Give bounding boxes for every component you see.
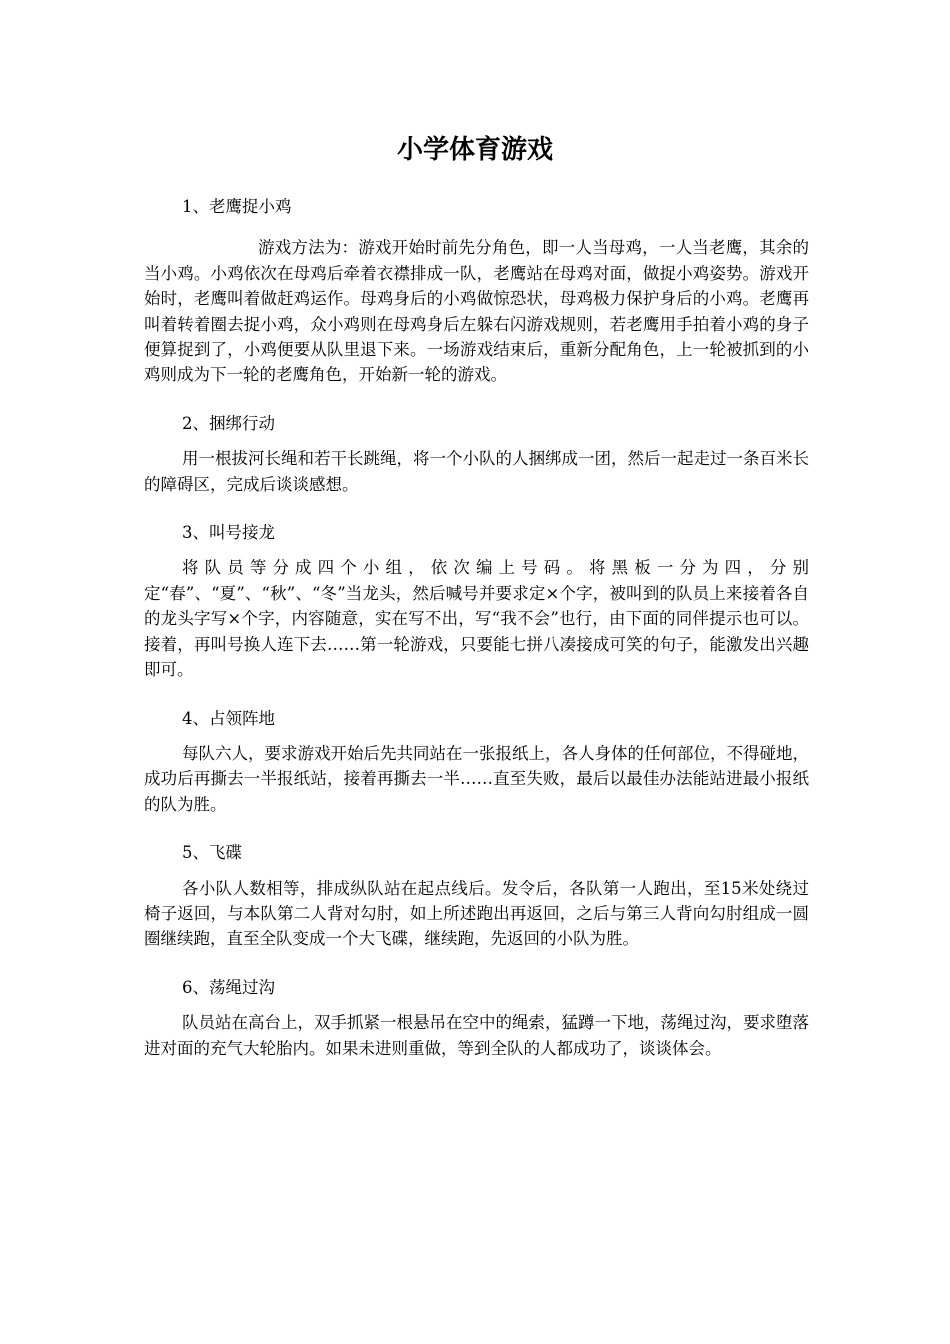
section-paragraph: 游戏方法为：游戏开始时前先分角色，即一人当母鸡，一人当老鹰，其余的当小鸡。小鸡依次在母鸡后牵着衣襟排成一队，老鹰站在母鸡对面，做捉小鸡姿势。游戏开始时，老鹰叫着做赶鸡运作。母鸡身后的小鸡做惊恐状，母鸡极力保护身后的小鸡。老鹰再叫着转着圈去捉小鸡，众小鸡则在母鸡身后左躲右闪游戏规则，若老鹰用手拍着小鸡的身子便算捉到了，小鸡便要从队里退下来。一场游戏结束后，重新分配角色，上一轮被抓到的小鸡则成为下一轮的老鹰角色，开始新一轮的游戏。 [144,238,809,385]
section-heading: 5、飞碟 [182,843,242,863]
section-paragraph: 将队员等分成四个小组，依次编上号码。将黑板一分为四，分别定“春”、“夏”、“秋”、“冬”当龙头，然后喊号并要求定×个字，被叫到的队员上来接着各自的龙头字写×个字，内容随意，实在写不出，写“我不会”也行，由下面的同伴提示也可以。接着，再叫号换人连下去……第一轮游戏，只要能七拼八凑接成可笑的句子，能激发出兴趣即可。 [144,558,809,680]
section-paragraph: 每队六人，要求游戏开始后先共同站在一张报纸上，各人身体的任何部位，不得碰地，成功后再撕去一半报纸站，接着再撕去一半……直至失败，最后以最佳办法能站进最小报纸的队为胜。 [144,743,809,814]
section-paragraph: 队员站在高台上，双手抓紧一根悬吊在空中的绳索，猛蹲一下地，荡绳过沟，要求堕落进对面的充气大轮胎内。如果未进则重做，等到全队的人都成功了，谈谈体会。 [144,1013,809,1058]
document-title: 小学体育游戏 [396,135,553,165]
document-body [144,194,809,1061]
section-bundle-action [144,411,809,497]
section-heading: 3、叫号接龙 [182,523,275,543]
section-paragraph: 各小队人数相等，排成纵队站在起点线后。发令后，各队第一人跑出，至15米处绕过椅子返回，与本队第二人背对勾肘，如上所述跑出再返回，之后与第三人背向勾肘组成一圆圈继续跑，直至全队变成一个大飞碟，继续跑，先返回的小队为胜。 [144,878,809,949]
section-heading: 1、老鹰捉小鸡 [182,197,292,216]
section-rope-swing [144,975,809,1061]
section-heading: 4、占领阵地 [182,708,275,728]
section-occupy-position [144,706,809,818]
section-heading: 2、捆绑行动 [182,413,275,433]
section-call-number-relay [144,520,809,682]
section-flying-saucer [144,840,809,952]
section-paragraph: 用一根拔河长绳和若干长跳绳，将一个小队的人捆绑成一团，然后一起走过一条百米长的障碍区，完成后谈谈感想。 [144,449,809,494]
section-eagle-catch-chicks [144,194,809,388]
section-heading: 6、荡绳过沟 [182,977,275,997]
